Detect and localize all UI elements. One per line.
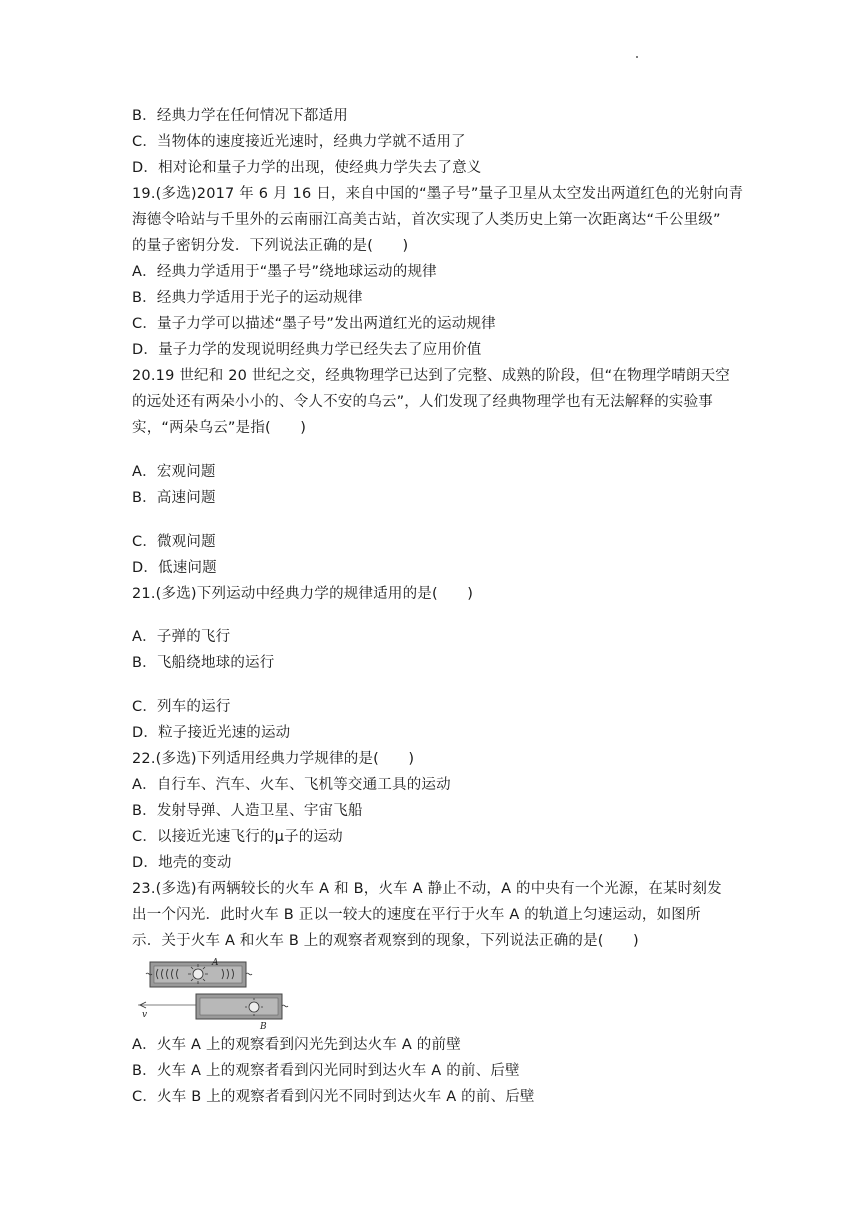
option-23-a: A．火车 A 上的观察看到闪光先到达火车 A 的前壁 <box>132 1037 461 1053</box>
option-18-c: C．当物体的速度接近光速时，经典力学就不适用了 <box>132 134 466 150</box>
label-v: v <box>142 1010 148 1020</box>
option-22-b: B．发射导弹、人造卫星、宇宙飞船 <box>132 803 363 819</box>
option-19-d: D．量子力学的发现说明经典力学已经失去了应用价值 <box>132 342 482 358</box>
question-21: 21.(多选)下列运动中经典力学的规律适用的是( ) <box>132 586 474 602</box>
option-22-c: C．以接近光速飞行的μ子的运动 <box>132 829 343 845</box>
option-20-c: C．微观问题 <box>132 534 216 550</box>
option-20-d: D．低速问题 <box>132 560 217 576</box>
question-20-line-2: 的远处还有两朵小小的、令人不安的乌云”，人们发现了经典物理学也有无法解释的实验事 <box>132 394 714 410</box>
light-source-icon <box>188 964 208 984</box>
question-19-line-1: 19.(多选)2017 年 6 月 16 日，来自中国的“墨子号”量子卫星从太空发出两道红色的光射向青 <box>132 186 744 202</box>
option-21-a: A．子弹的飞行 <box>132 629 231 645</box>
question-20-line-1: 20.19 世纪和 20 世纪之交，经典物理学已达到了完整、成熟的阶段，但“在物理学晴朗天空 <box>132 368 730 384</box>
question-23-line-2: 出一个闪光．此时火车 B 正以一较大的速度在平行于火车 A 的轨道上匀速运动，如图所 <box>132 907 701 923</box>
option-19-a: A．经典力学适用于“墨子号”绕地球运动的规律 <box>132 264 437 280</box>
label-b: B <box>260 1022 267 1031</box>
option-23-c: C．火车 B 上的观察者看到闪光不同时到达火车 A 的前、后壁 <box>132 1089 535 1105</box>
option-18-d: D．相对论和量子力学的出现，使经典力学失去了意义 <box>132 160 482 176</box>
option-21-d: D．粒子接近光速的运动 <box>132 725 291 741</box>
option-19-b: B．经典力学适用于光子的运动规律 <box>132 290 363 306</box>
train-diagram-svg <box>136 957 294 1031</box>
question-20-line-3: 实，“两朵乌云”是指( ) <box>132 420 307 436</box>
train-a <box>146 962 252 987</box>
label-a: A <box>212 958 219 968</box>
option-21-b: B．飞船绕地球的运行 <box>132 655 275 671</box>
option-23-b: B．火车 A 上的观察者看到闪光同时到达火车 A 的前、后壁 <box>132 1063 520 1079</box>
question-22: 22.(多选)下列适用经典力学规律的是( ) <box>132 751 415 767</box>
option-22-d: D．地壳的变动 <box>132 855 232 871</box>
option-18-b: B．经典力学在任何情况下都适用 <box>132 108 348 124</box>
question-23-line-1: 23.(多选)有两辆较长的火车 A 和 B，火车 A 静止不动，A 的中央有一个光源，在某时刻发 <box>132 881 722 897</box>
train-diagram <box>136 957 294 1031</box>
question-23-line-3: 示．关于火车 A 和火车 B 上的观察者观察到的现象，下列说法正确的是( ) <box>132 933 639 949</box>
option-19-c: C．量子力学可以描述“墨子号”发出两道红光的运动规律 <box>132 316 496 332</box>
option-21-c: C．列车的运行 <box>132 699 231 715</box>
option-20-b: B．高速问题 <box>132 490 216 506</box>
option-22-a: A．自行车、汽车、火车、飞机等交通工具的运动 <box>132 777 451 793</box>
question-19-line-2: 海德令哈站与千里外的云南丽江高美古站，首次实现了人类历史上第一次距离达“千公里级” <box>132 212 721 228</box>
page-marker-dot <box>636 56 638 58</box>
train-b <box>196 994 288 1019</box>
question-19-line-3: 的量子密钥分发．下列说法正确的是( ) <box>132 238 409 254</box>
option-20-a: A．宏观问题 <box>132 464 216 480</box>
